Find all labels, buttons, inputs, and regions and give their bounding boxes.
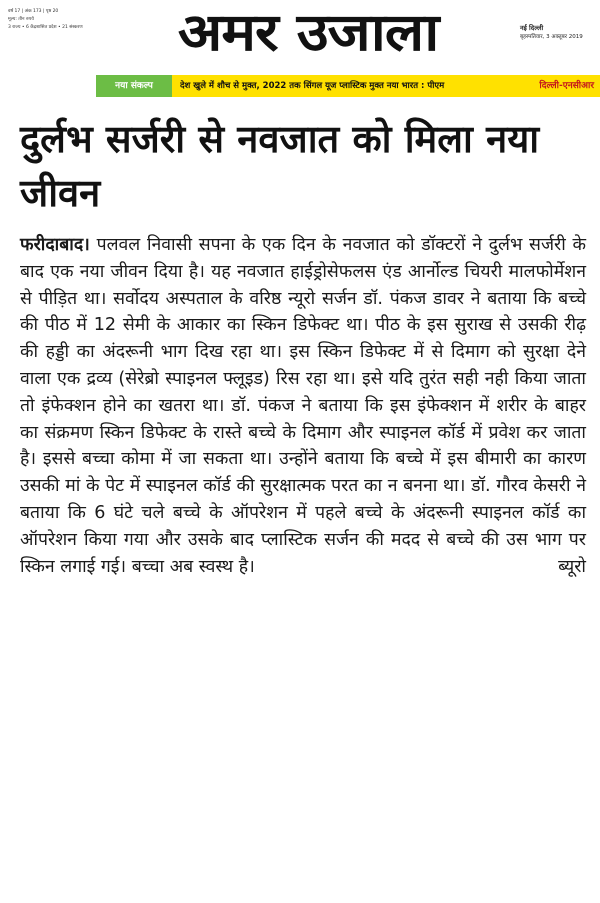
edition-date: बृहस्पतिवार, 3 अक्तूबर 2019 (520, 34, 583, 40)
edition-meta-line: मूल्य: तीन रुपये (8, 17, 34, 22)
strip-headline[interactable]: देश खुले में शौच से मुक्त, 2022 तक सिंगल यूज प्लास्टिक मुक्त नया भारत : पीएम (180, 81, 445, 91)
edition-city: नई दिल्ली (520, 24, 544, 32)
top-news-strip (96, 75, 600, 97)
strip-tag: नया संकल्प (96, 75, 172, 97)
edition-meta-line: वर्ष 17 | अंक 173 | पृष्ठ 20 (8, 9, 59, 14)
article-text: पलवल निवासी सपना के एक दिन के नवजात को डॉक्टरों ने दुर्लभ सर्जरी के बाद एक नया जीवन दिया है। यह नवजात हाईड्रोसेफलस एंड आर्नोल्ड चियरी मालफोर्मेशन से पीड़ित था। सर्वोदय अस्पताल के वरिष्ठ न्यूरो सर्जन डॉ. पंकज डावर ने बताया कि बच्चे की पीठ में 12 सेमी के आकार का स्किन डिफेक्ट था। पीठ के इस सुराख से उसकी रीढ़ की हड्डी का अंदरूनी भाग दिख रहा था। इस स्किन डिफेक्ट में से दिमाग को सुरक्षा देने वाला एक द्रव्य (सेरेब्रो स्पाइनल फ्लूइड) रिस रहा था। इसे यदि तुरंत सही नही किया जाता तो इंफेक्शन होने का खतरा था। डॉ. पंकज ने बताया कि इस इंफेक्शन में शरीर के बाहर का संक्रमण स्किन डिफेक्ट के रास्ते बच्चे के दिमाग और स्पाइनल कॉर्ड में प्रवेश कर जाता है। इससे बच्चा कोमा में जा सकता था। उन्होंने बताया कि बच्चे में इस बीमारी का कारण उसकी मां के पेट में स्पाइनल कॉर्ड की सुरक्षात्मक परत का न बनना था। डॉ. गौरव केसरी ने बताया कि 6 घंटे चले बच्चे के ऑपरेशन में पहले बच्चे के अंदरूनी स्पाइनल कॉर्ड का ऑपरेशन किया गया और उसके बाद प्लास्टिक सर्जन की मदद से बच्चे की उस भाग पर स्किन लगाई गई। बच्चा अब स्वस्थ है। (20, 235, 586, 577)
masthead (0, 0, 600, 74)
article-body (20, 232, 586, 580)
dateline-box (520, 24, 596, 42)
newspaper-logo: अमर उजाला (177, 3, 439, 63)
strip-region: दिल्ली-एनसीआर (539, 81, 594, 91)
article-title: दुर्लभ सर्जरी से नवजात को मिला नया जीवन (20, 117, 540, 215)
article-dateline: फरीदाबाद। (20, 235, 90, 255)
article-credit: ब्यूरो (558, 556, 586, 577)
edition-meta-line: 3 राज्य • 6 केंद्रशासित प्रदेश • 21 संस्करण (8, 25, 83, 30)
